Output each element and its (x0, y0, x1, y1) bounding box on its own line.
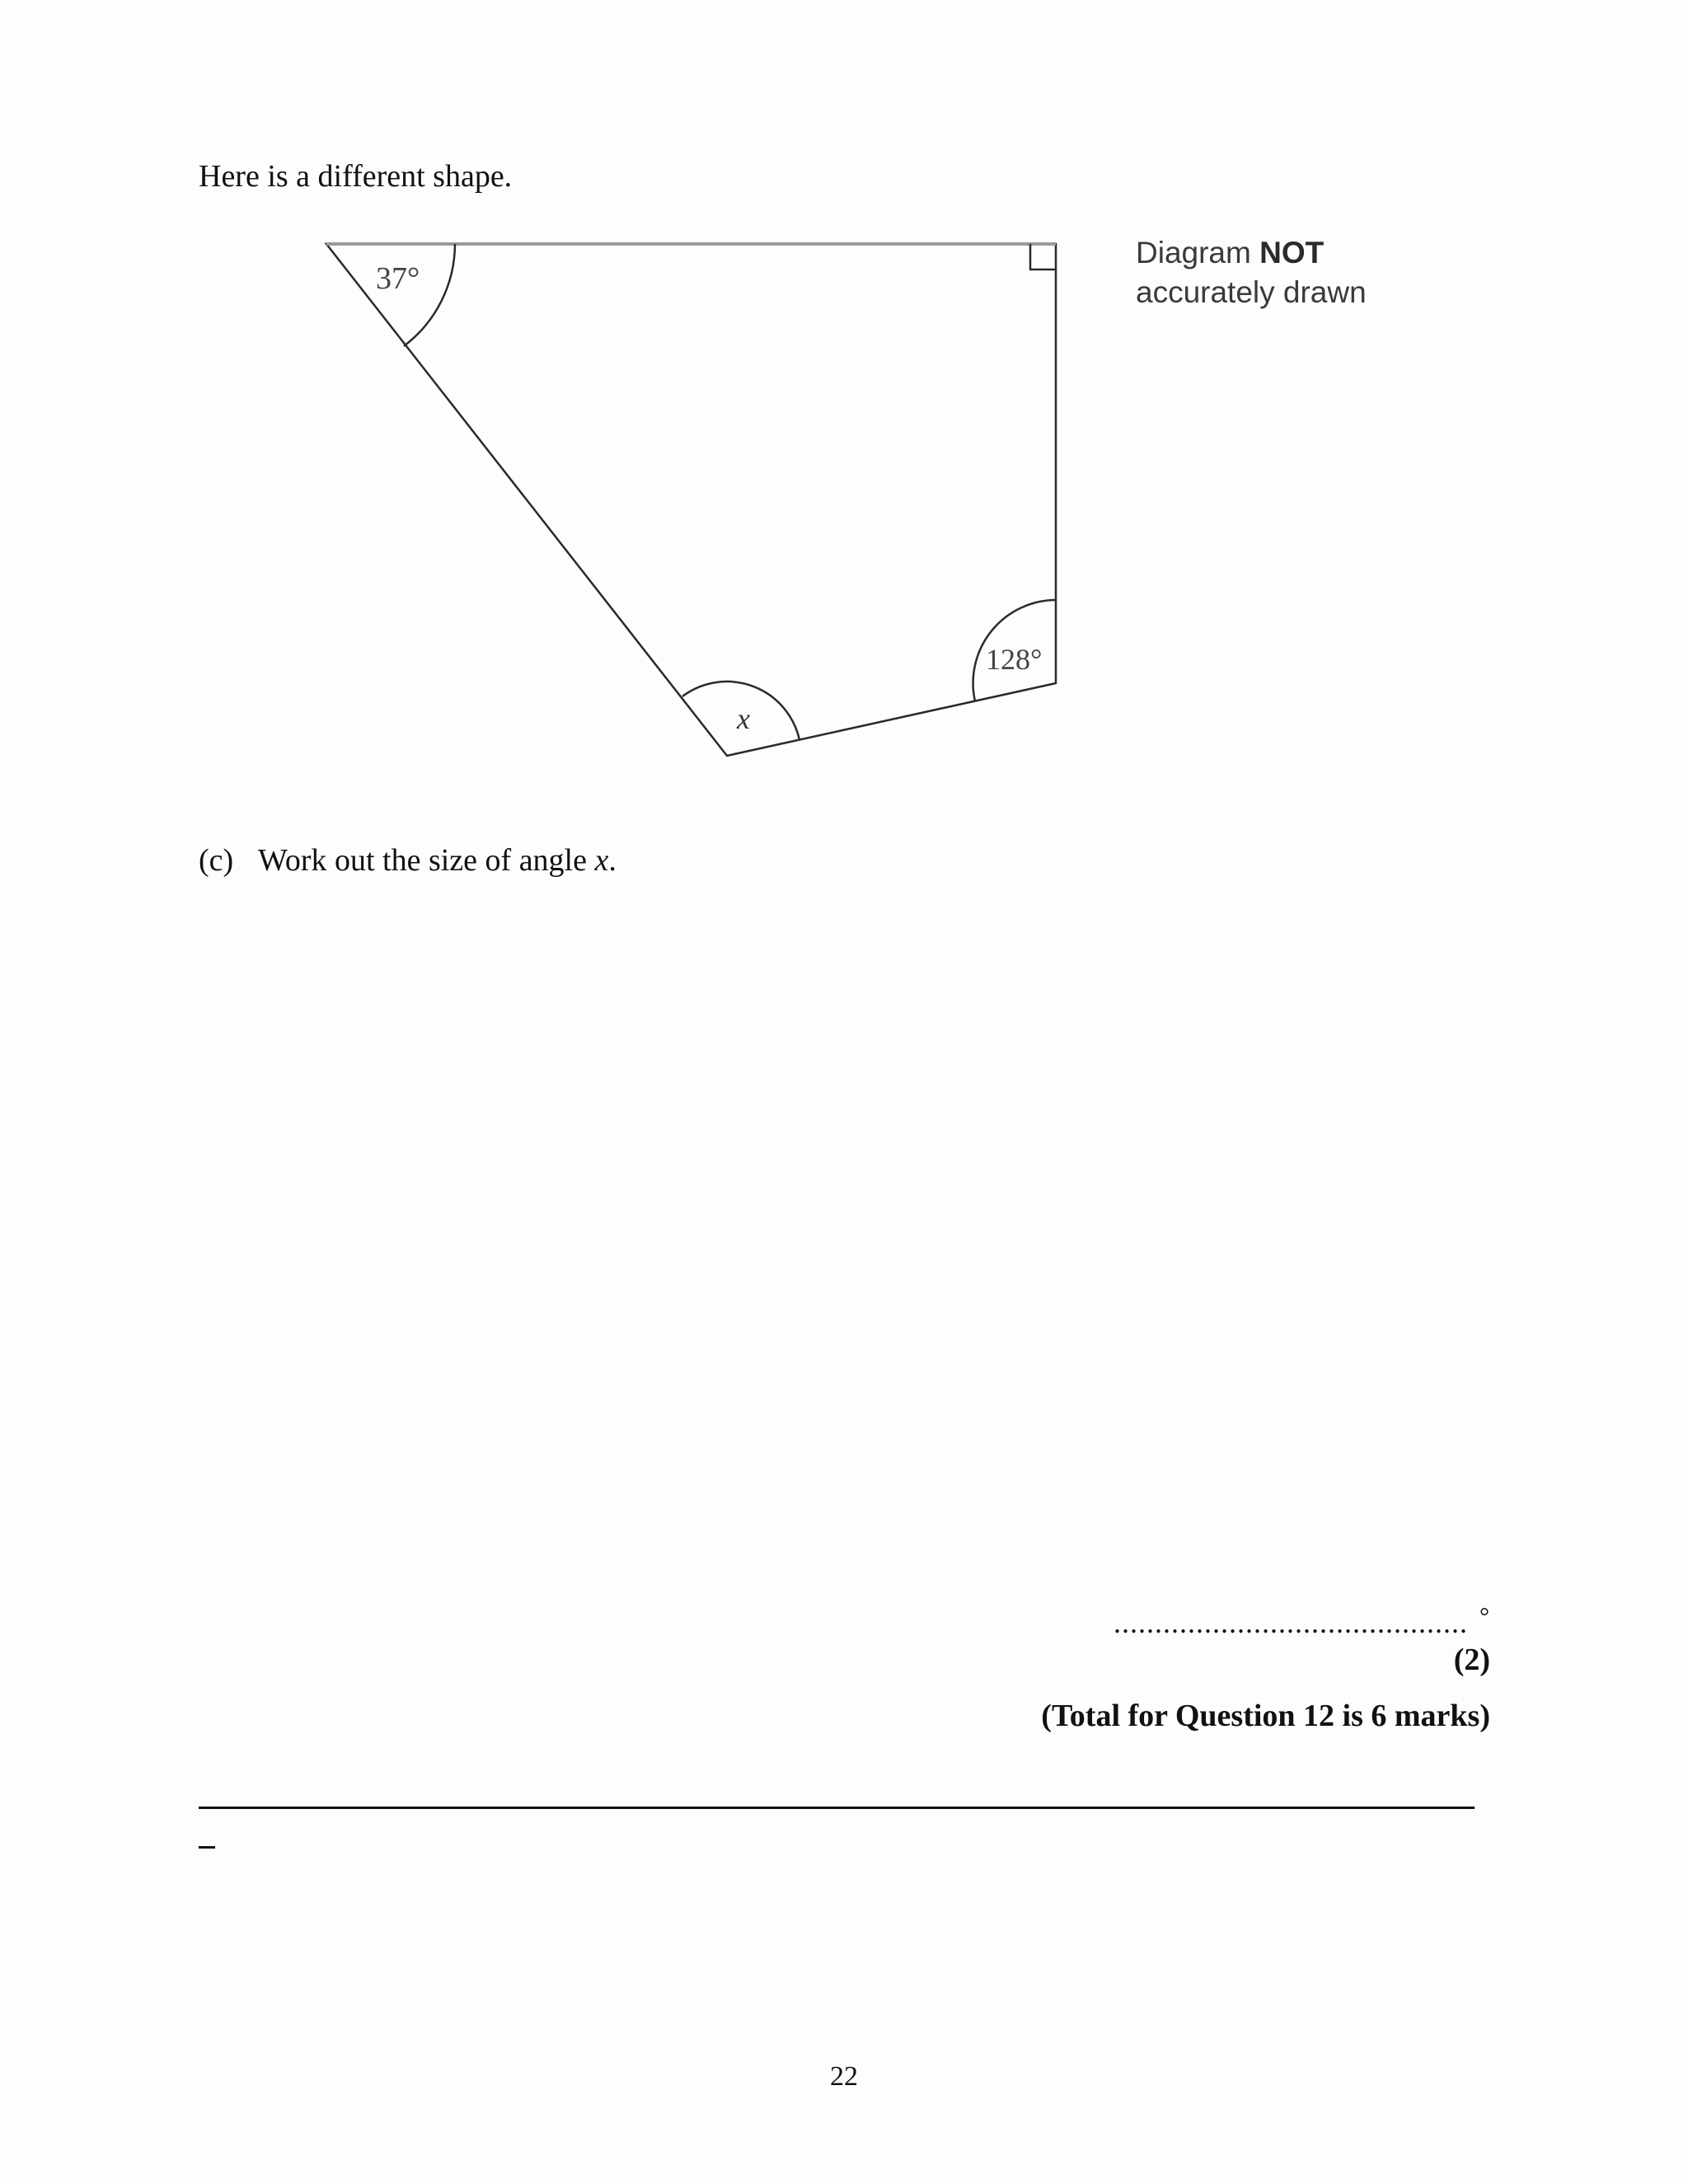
degree-symbol: ° (1479, 1603, 1490, 1630)
right-angle-marker (1030, 244, 1056, 269)
divider-line (199, 1807, 1475, 1809)
intro-text: Here is a different shape. (199, 159, 513, 194)
polygon-diagram (0, 0, 1688, 824)
divider-dash (199, 1846, 215, 1849)
note-bold: NOT (1259, 236, 1325, 269)
angle-label-x: x (737, 702, 750, 735)
question-variable: x (594, 843, 609, 878)
question-text: Work out the size of angle (258, 843, 595, 878)
note-line-1 (1136, 233, 1367, 273)
angle-label-37: 37° (376, 261, 420, 296)
question-text-end: . (608, 843, 617, 878)
question-label: (c) (199, 843, 234, 878)
page-number: 22 (830, 2061, 858, 2092)
note-prefix: Diagram (1136, 236, 1260, 269)
total-marks: (Total for Question 12 is 6 marks) (1041, 1699, 1490, 1733)
question-c (199, 841, 617, 880)
diagram-note (1136, 233, 1367, 312)
answer-dots: ........................................... (1114, 1606, 1468, 1639)
marks-label: (2) (1453, 1643, 1490, 1677)
answer-field[interactable] (1114, 1599, 1490, 1641)
shape-outline (326, 244, 1056, 756)
angle-label-128: 128° (986, 643, 1043, 676)
note-line-2: accurately drawn (1136, 275, 1367, 309)
